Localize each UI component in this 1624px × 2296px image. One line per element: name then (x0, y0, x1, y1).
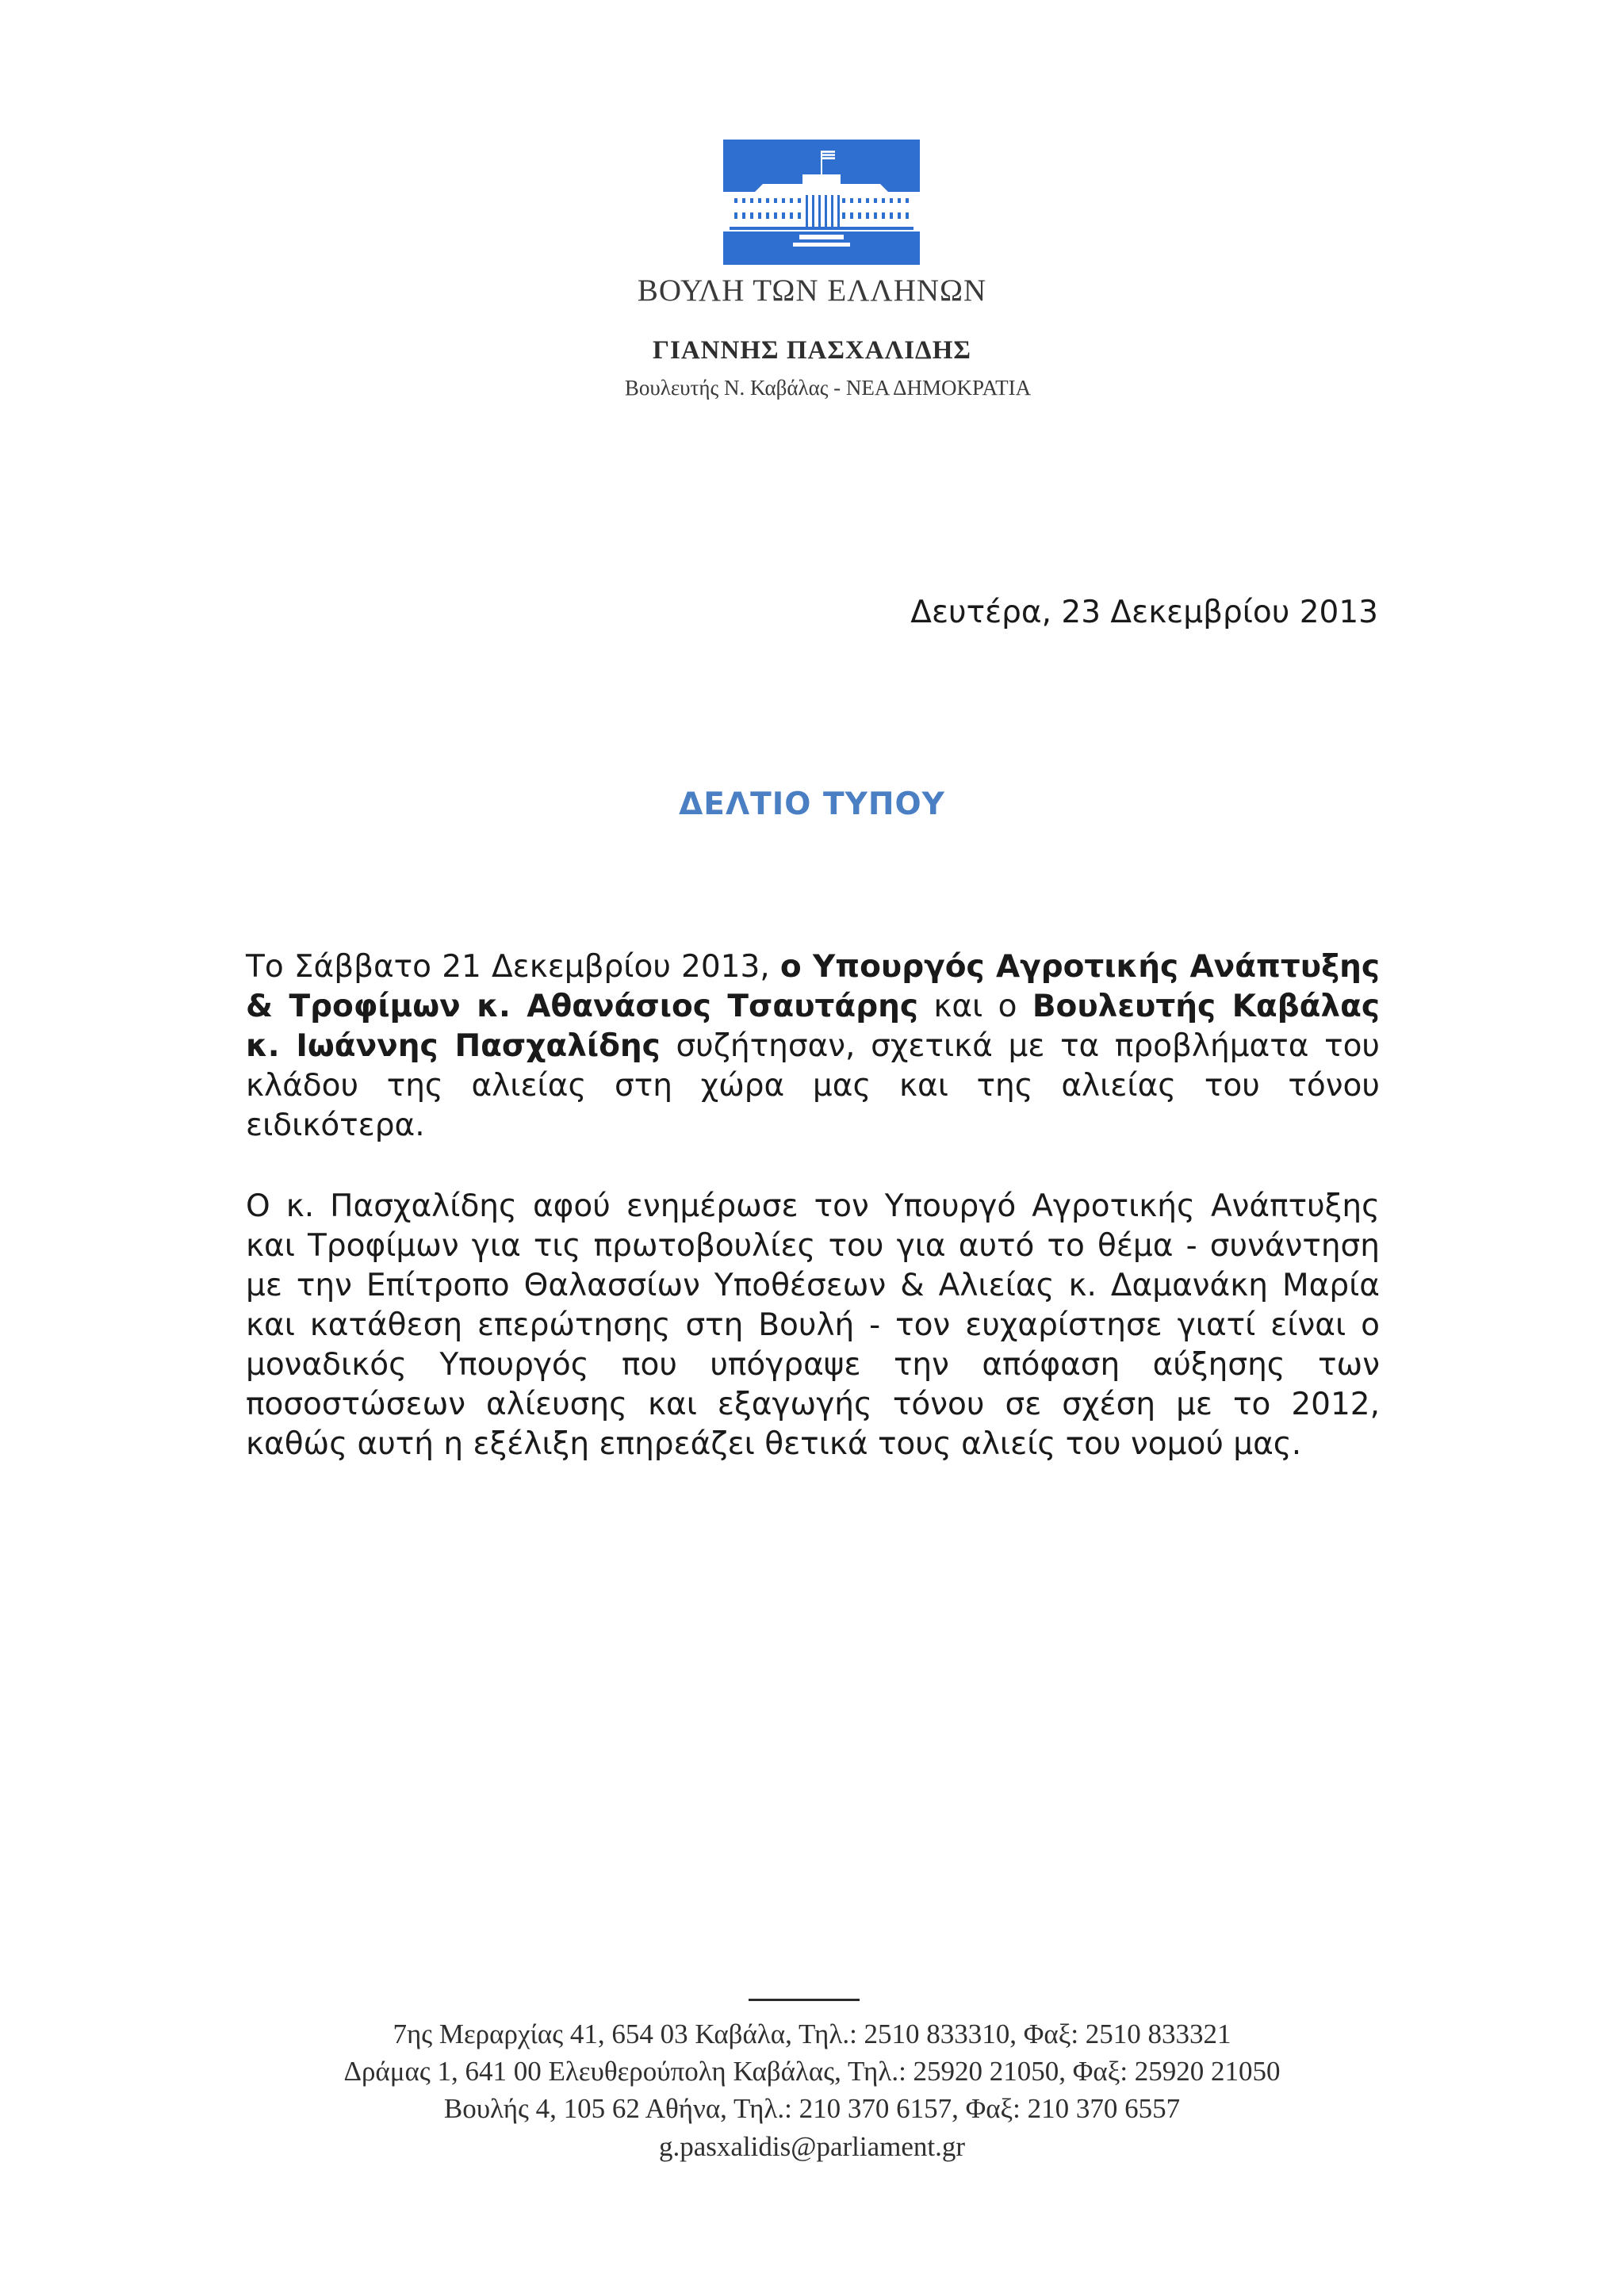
footer-address-eleftheroupoli: Δράμας 1, 641 00 Ελευθερούπολη Καβάλας, Τηλ.: 25920 21050, Φαξ: 25920 21050 (343, 2056, 1281, 2087)
press-release-heading: ΔΕΛΤΙΟ ΤΥΠΟΥ (679, 786, 945, 822)
paragraph-1-bold-a: ο Υπουργός Αγροτικής Ανάπτυξης & Τροφίμων κ. Αθανάσιος Τσαυτάρης (246, 949, 1380, 1024)
footer-address-athens: Βουλής 4, 105 62 Αθήνα, Τηλ.: 210 370 6157, Φαξ: 210 370 6557 (443, 2093, 1181, 2124)
greek-parliament-emblem-icon (723, 140, 920, 265)
mp-title: Βουλευτής Ν. Καβάλας - ΝΕΑ ΔΗΜΟΚΡΑΤΙΑ (624, 376, 1032, 400)
paragraph-2: Ο κ. Πασχαλίδης αφού ενημέρωσε τον Υπουργό Αγροτικής Ανάπτυξης και Τροφίμων για τις πρωτοβουλίες του για αυτό το θέμα - συνάντηση με την Επίτροπο Θαλασσίων Υποθέσεων & Αλιείας κ. Δαμανάκη Μαρία και κατάθεση επερώτησης στη Βουλή - τον ευχαρίστησε γιατί είναι ο μοναδικός Υπουργός που υπόγραψε την απόφαση αύξησης των ποσοστώσεων αλίευσης και εξαγωγής τόνου σε σχέση με το 2012, καθώς αυτή η εξέλιξη επηρεάζει θετικά τους αλιείς του νομού μας. (246, 1188, 1380, 1462)
document-date: Δευτέρα, 23 Δεκεμβρίου 2013 (910, 595, 1378, 630)
paragraph-1-bold-b: Βουλευτής Καβάλας κ. Ιωάννης Πασχαλίδης (246, 989, 1381, 1064)
paragraph-1 (246, 947, 1380, 1146)
paragraph-1-text-a: Το Σάββατο 21 Δεκεμβρίου 2013, (246, 949, 780, 985)
paragraph-1-text-c: συζήτησαν, σχετικά με τα προβλήματα του κλάδου της αλιείας στη χώρα μας και της αλιείας του τόνου ειδικότερα. (246, 1028, 1380, 1143)
footer-address-kavala: 7ης Μεραρχίας 41, 654 03 Καβάλα, Τηλ.: 2510 833310, Φαξ: 2510 833321 (393, 2019, 1231, 2049)
mp-name: ΓΙΑΝΝΗΣ ΠΑΣΧΑΛΙΔΗΣ (653, 336, 971, 365)
organization-name: ΒΟΥΛΗ ΤΩΝ ΕΛΛΗΝΩΝ (637, 274, 987, 308)
footer-divider (749, 1999, 860, 2001)
paragraph-1-text-b: και ο (918, 989, 1032, 1024)
footer-email: g.pasxalidis@parliament.gr (658, 2131, 966, 2162)
